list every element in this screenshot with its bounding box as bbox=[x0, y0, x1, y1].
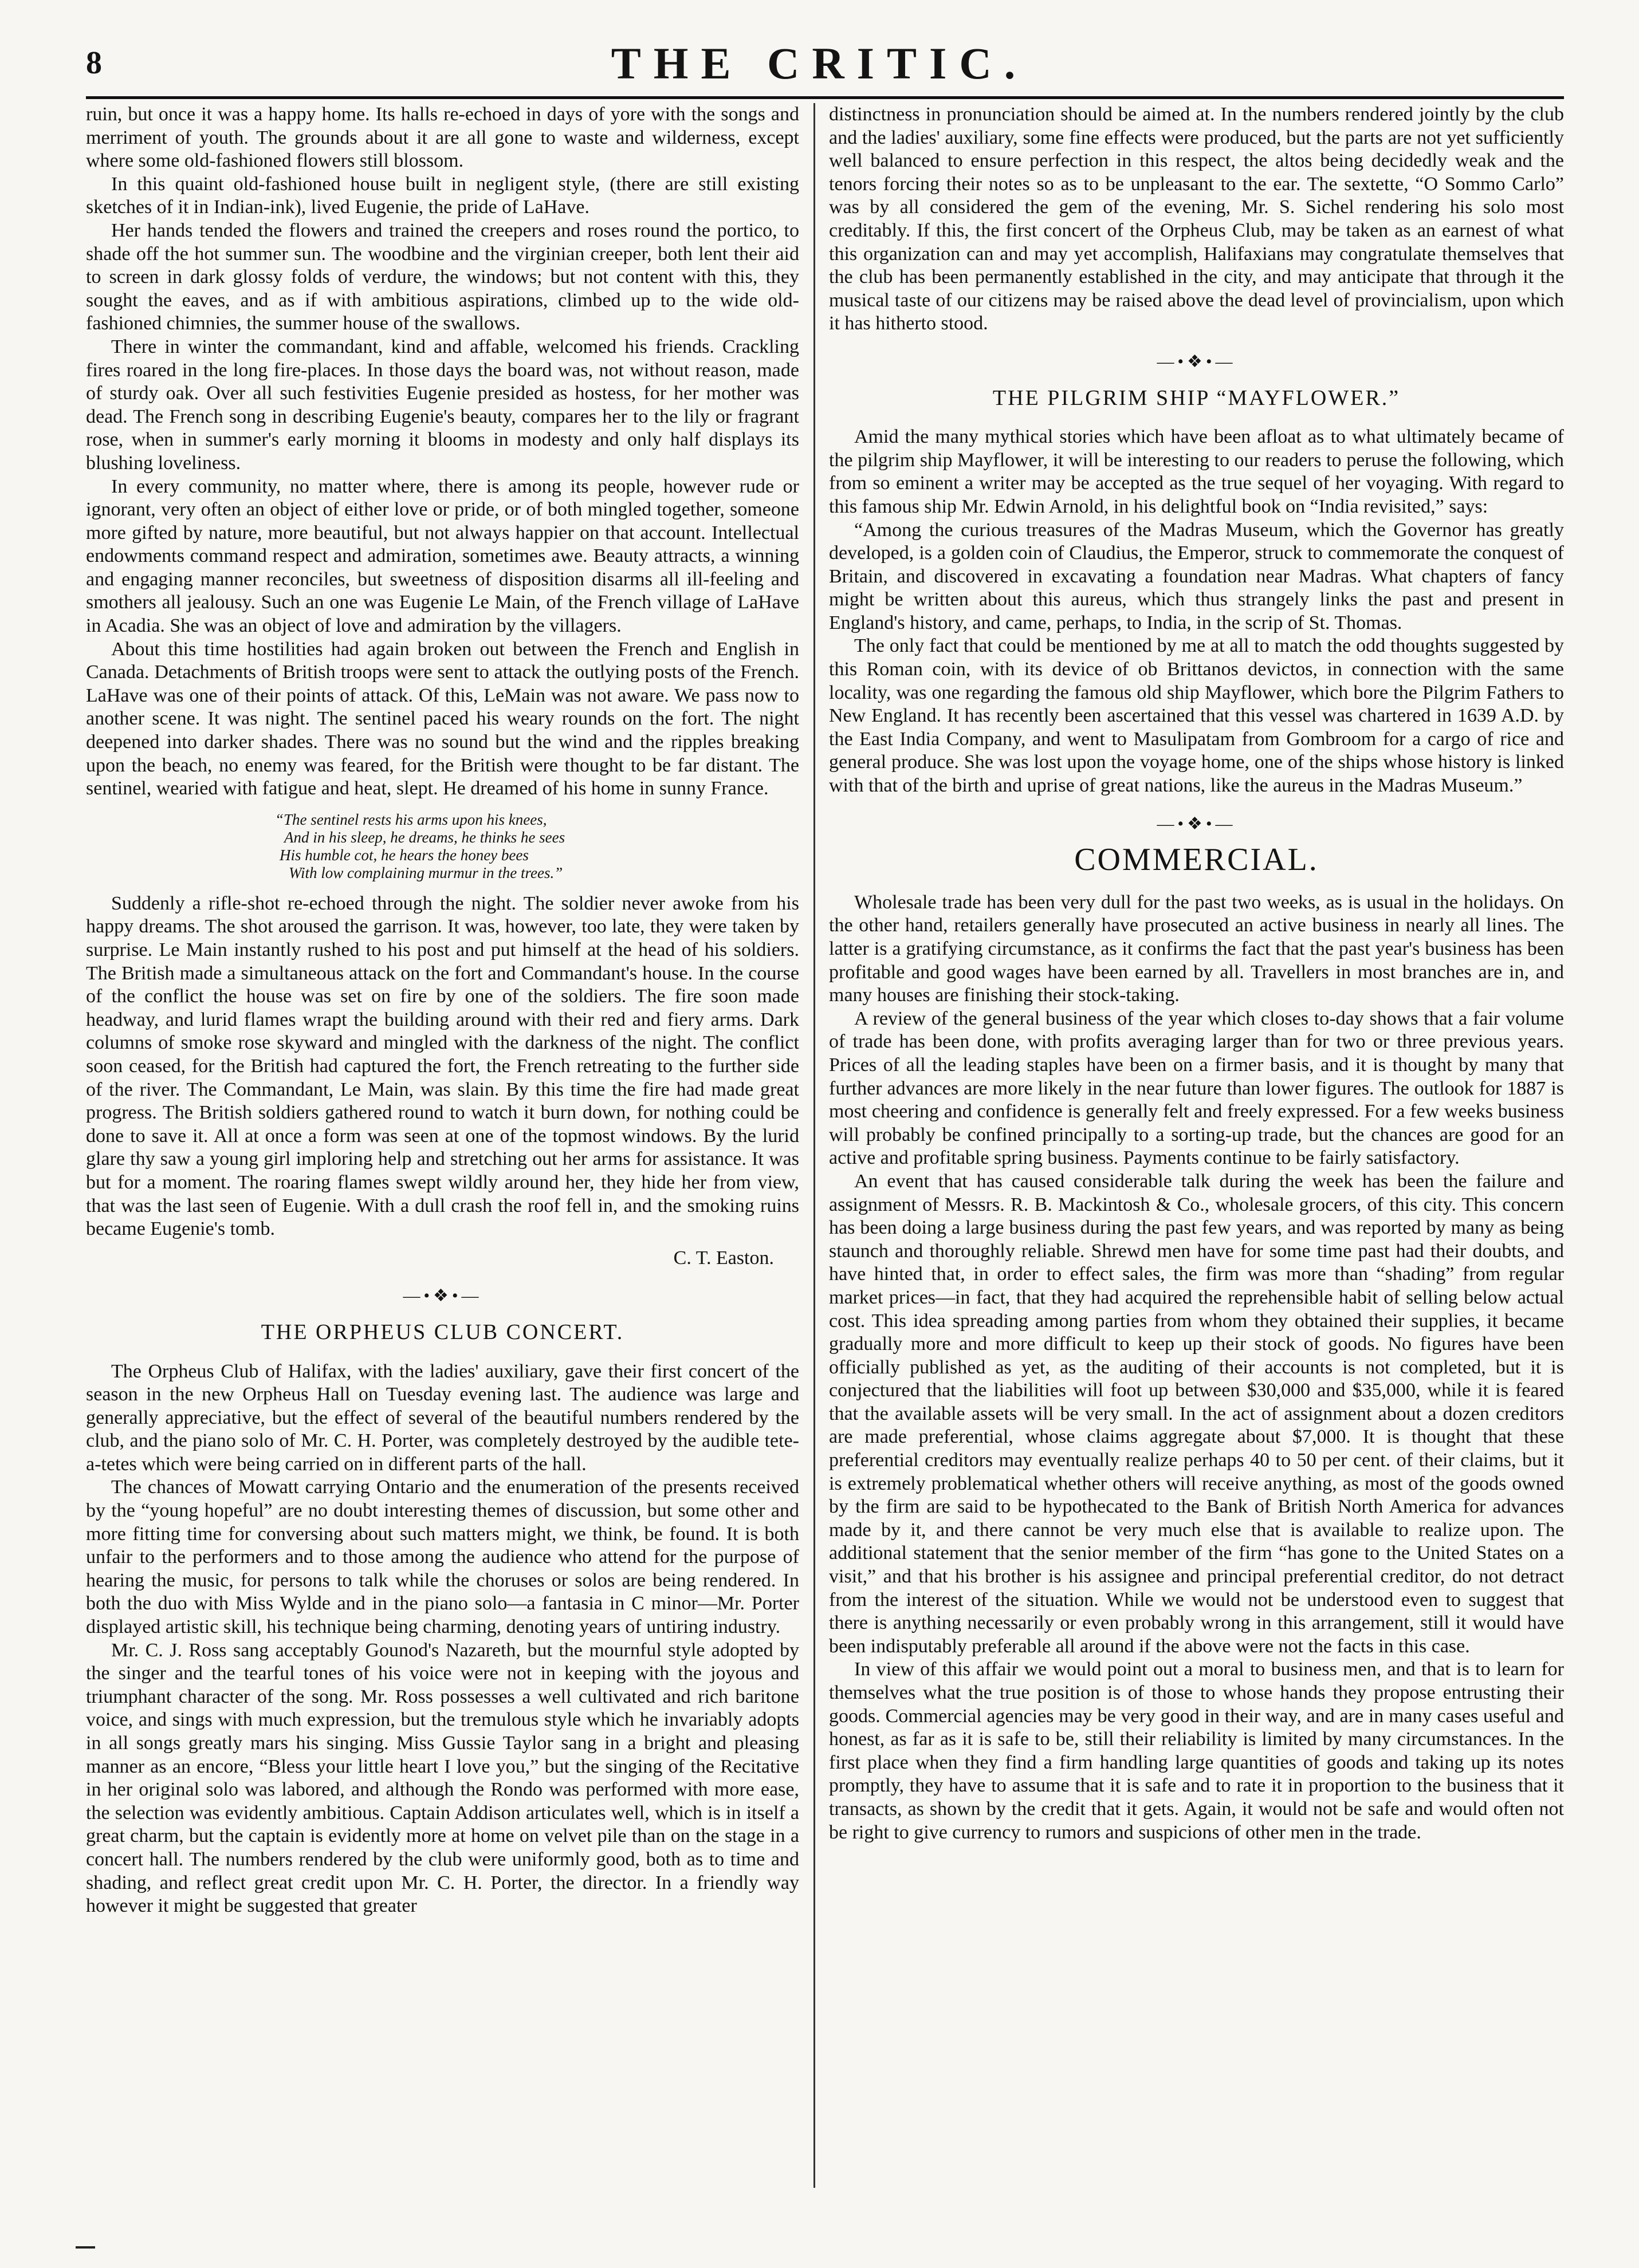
story-signature: C. T. Easton. bbox=[673, 1247, 774, 1269]
masthead-title: THE CRITIC. bbox=[611, 38, 1028, 88]
story-paragraph: ruin, but once it was a happy home. Its halls re-echoed in days of yore with the songs and merriment of youth. The grounds about it are all gone to waste and wilderness, except where some old-fashioned flowers still blossom. bbox=[86, 104, 799, 172]
left-column bbox=[86, 103, 799, 2194]
story-paragraph: There in winter the commandant, kind and affable, welcomed his friends. Crackling fires roared in the long fire-places. In those days the board was, not without reason, made of sturdy oak. Over all such festivities Eugenie presided as hostess, for her mother was dead. The French song in describing Eugenie's beauty, compares her to the lily or fragrant rose, when in summer's early morning it blooms in modesty and only half displays its blushing loveliness. bbox=[86, 336, 799, 474]
poem-line: With low complaining murmur in the trees.” bbox=[289, 864, 563, 881]
commercial-paragraph: Wholesale trade has been very dull for the past two weeks, as is usual in the holidays. On the other hand, retailers generally have prosecuted an active business in nearly all lines. The latter is a gratifying circumstance, as it confirms the fact that the past year's business has been profitable and good wages have been earned by all. Travellers in most branches are in, and many houses are finishing their stock-taking. bbox=[829, 891, 1564, 1006]
column-divider bbox=[813, 103, 815, 2188]
commercial-paragraph: In view of this affair we would point out a moral to business men, and that is to learn for themselves what the true position is of those to whose hands they propose entrusting their goods. Commercial agencies may be very good in their way, and are in many cases useful and honest, as far as it is safe to be, still their reliability is limited by many circumstances. In the first place when they find a firm handling large quantities of goods and taking up its notes promptly, they have to assume that it is safe and to rate it in proportion to the business that it transacts, as shown by the credit that it gets. Again, it would not be safe and would often not be right to give currency to rumors and suspicions of other men in the trade. bbox=[829, 1659, 1564, 1843]
mayflower-paragraph: The only fact that could be mentioned by me at all to match the odd thoughts suggested by this Roman coin, with its device of ob Brittanos devictos, in connection with the same locality, was one regarding the famous old ship Mayflower, which bore the Pilgrim Fathers to New England. It has recently been ascertained that this vessel was chartered in 1639 A.D. by the East India Company, and went to Masulipatam from Gombroom for a cargo of rice and general produce. She was lost upon the voyage home, one of the ships whose history is linked with that of the birth and uprise of great nations, like the aureus in the Madras Museum.” bbox=[829, 635, 1564, 797]
orpheus-heading: THE ORPHEUS CLUB CONCERT. bbox=[261, 1320, 624, 1344]
commercial-paragraph: An event that has caused considerable talk during the week has been the failure and assignment of Messrs. R. B. Mackintosh & Co., wholesale grocers, of this city. This concern has been doing a large business during the past few years, and was reported by many as being staunch and thoroughly reliable. Shrewd men have for some time past had their doubts, and have hinted that, in order to effect sales, the firm was more than “shading” from regular market prices—in fact, that they had acquired the reprehensible habit of selling below actual cost. This idea spreading among parties from whom they obtained their supplies, it became gradually more and more difficult to keep up their stock of goods. No figures have been officially published as yet, as the auditing of their accounts is not completed, but it is conjectured that the liabilities will foot up between $30,000 and $35,000, while it is feared that the available assets will be very small. In the act of assignment about a dozen creditors are made preferential, whose claims aggregate about $7,000. It is thought that these preferential creditors may eventually realize perhaps 40 to 50 per cent. of their claims, but it is extremely problematical whether others will receive anything, as most of the goods owned by the firm are said to be hypothecated to the Bank of British North America for advances made by it, and there cannot be very much else that is available to realize upon. The additional statement that the senior member of the firm “has gone to the United States on a visit,” and that his brother is his assignee and principal preferential creditor, do not detract from the interest of the situation. While we would not be understood even to suggest that there is anything necessarily or even probably wrong in this arrangement, still it would have been indisputably preferable all around if the above were not the facts in this case. bbox=[829, 1170, 1564, 1657]
mayflower-paragraph: “Among the curious treasures of the Madras Museum, which the Governor has greatly developed, is a golden coin of Claudius, the Emperor, struck to commemorate the conquest of Britain, and discovered in excavating a foundation near Madras. What chapters of fancy might be written about this aureus, which thus strangely links the past and present in England's history, and came, perhaps, to India, in the scrip of St. Thomas. bbox=[829, 519, 1564, 633]
poem-line: And in his sleep, he dreams, he thinks he sees bbox=[284, 828, 565, 846]
orpheus-paragraph: Mr. C. J. Ross sang acceptably Gounod's Nazareth, but the mournful style adopted by the singer and the tearful tones of his voice were not in keeping with the joyous and triumphant character of the song. Mr. Ross possesses a well cultivated and rich baritone voice, and sings with much expression, but the tremulous style which he invariably adopts in all songs greatly mars his singing. Miss Gussie Taylor sang in a bright and pleasing manner as an encore, “Bless your little heart I love you,” but the singing of the Recitative in her original solo was labored, and although the Rondo was performed with more ease, the selection was evidently ambitious. Captain Addison articulates well, which is in itself a great charm, but the captain is evidently more at home on velvet pile than on the stage in a concert hall. The numbers rendered by the club were uniformly good, both as to time and shading, and reflect great credit upon Mr. C. H. Porter, the director. In a friendly way however it might be suggested that greater bbox=[86, 1639, 799, 1917]
page-number: 8 bbox=[86, 45, 102, 81]
section-ornament: —•❖•— bbox=[403, 1286, 482, 1306]
commercial-article bbox=[829, 842, 1564, 1844]
story-paragraph: Suddenly a rifle-shot re-echoed through the night. The soldier never awoke from his happy dreams. The shot aroused the garrison. It was, however, too late, they were taken by surprise. Le Main instantly rushed to his post and put himself at the head of his soldiers. The British made a simultaneous attack on the fort and Commandant's house. In the course of the conflict the house was set on fire by one of the soldiers. The fire soon made headway, and lurid flames wrapt the building around with their red and fiery arms. Dark columns of smoke rose skyward and mingled with the darkness of the night. The conflict soon ceased, for the British had captured the fort, the French retreating to the further side of the river. The Commandant, Le Main, was slain. By this time the fire had made great progress. The British soldiers gathered round to watch it burn down, for nothing could be done to save it. All at once a form was seen at one of the topmost windows. By the lurid glare thy saw a young girl imploring help and stretching out her arms for assistance. It was but for a moment. The roaring flames swept wildly around her, they hide her from view, that was the last seen of Eugenie. With a dull crash the roof fell in, and the smoking ruins became Eugenie's tomb. bbox=[86, 892, 799, 1240]
orpheus-paragraph: The chances of Mowatt carrying Ontario and the enumeration of the presents received by the “young hopeful” are no doubt interesting themes of discussion, but some other and more fitting time for conversing about such matters might, we think, be found. It is both unfair to the performers and to those among the audience who attend for the purpose of hearing the music, for persons to talk while the choruses or solos are being rendered. In both the duo with Miss Wylde and in the piano solo—a fantasia in C minor—Mr. Porter displayed artistic skill, his technique being charming, denoting years of untiring industry. bbox=[86, 1476, 799, 1638]
story-paragraph: Her hands tended the flowers and trained the creepers and roses round the portico, to shade off the hot summer sun. The woodbine and the virginian creeper, both lent their aid to screen in dark glossy folds of verdure, the windows; but not content with this, they sought the eaves, and as if with ambitious aspirations, climbed up to the wide old-fashioned chimnies, the summer house of the swallows. bbox=[86, 219, 799, 334]
orpheus-article bbox=[86, 1321, 799, 1918]
poem-quote bbox=[275, 811, 799, 882]
right-column bbox=[829, 103, 1564, 2194]
orpheus-paragraph: The Orpheus Club of Halifax, with the ladies' auxiliary, gave their first concert of the season in the new Orpheus Hall on Tuesday evening last. The audience was large and generally appreciative, but the effect of several of the beautiful numbers rendered by the club, and the piano solo of Mr. C. H. Porter, was completely destroyed by the audible tete-a-tetes which were being carried on in different parts of the hall. bbox=[86, 1360, 799, 1475]
poem-line: His humble cot, he hears the honey bees bbox=[280, 846, 529, 864]
mayflower-article bbox=[829, 387, 1564, 798]
story-paragraph: In this quaint old-fashioned house built in negligent style, (there are still existing sketches of it in Indian-ink), lived Eugenie, the pride of LaHave. bbox=[86, 173, 799, 218]
story-article bbox=[86, 103, 799, 1270]
commercial-paragraph: A review of the general business of the year which closes to-day shows that a fair volume of trade has been done, with profits averaging larger than for two or three previous years. Prices of all the leading staples have been on a firmer basis, and it is thought by many that further advances are more likely in the near future than lower figures. The outlook for 1887 is most cheering and confidence is generally felt and freely expressed. For a few weeks business will probably be confined principally to a sorting-up trade, but the chances are good for an active and profitable spring business. Payments continue to be fairly satisfactory. bbox=[829, 1007, 1564, 1169]
mayflower-paragraph: Amid the many mythical stories which have been afloat as to what ultimately became of the pilgrim ship Mayflower, it will be interesting to our readers to peruse the following, which from so eminent a writer may be accepted as the true sequel of her voyaging. With regard to this famous ship Mr. Edwin Arnold, in his delightful book on “India revisited,” says: bbox=[829, 426, 1564, 517]
section-ornament: —•❖•— bbox=[1157, 814, 1236, 833]
commercial-heading: COMMERCIAL. bbox=[1074, 842, 1319, 878]
header-rule bbox=[86, 96, 1564, 99]
page-corner-mark bbox=[76, 2246, 95, 2249]
orpheus-continued-paragraph: distinctness in pronunciation should be aimed at. In the numbers rendered jointly by the club and the ladies' auxiliary, some fine effects were produced, but the parts are not yet sufficiently well balanced to ensure perfection in this respect, the altos being decidedly weak and the tenors forcing their notes so as to be unpleasant to the ear. The sextette, “O Sommo Carlo” was by all considered the gem of the evening, Mr. S. Sichel rendering his solo most creditably. If this, the first concert of the Orpheus Club, may be taken as an earnest of what this organization can and may yet accomplish, Halifaxians may congratulate themselves that the club has been permanently established in the city, and may anticipate that through it the musical taste of our citizens may be raised above the dead level of provincialism, upon which it has hitherto stood. bbox=[829, 104, 1564, 334]
story-paragraph: In every community, no matter where, there is among its people, however rude or ignorant, very often an object of either love or pride, or of both mingled together, someone more gifted by nature, more beautiful, but not always happier on that account. Intellectual endowments command respect and admiration, sometimes awe. Beauty attracts, a winning and engaging manner reconciles, but sweetness of disposition disarms all ill-feeling and smothers all jealousy. Such an one was Eugenie Le Main, of the French village of LaHave in Acadia. She was an object of love and admiration by the villagers. bbox=[86, 475, 799, 637]
mayflower-heading: THE PILGRIM SHIP “MAYFLOWER.” bbox=[992, 385, 1401, 410]
section-ornament: —•❖•— bbox=[1157, 352, 1236, 371]
story-paragraph: About this time hostilities had again broken out between the French and English in Canada. Detachments of British troops were sent to attack the outlying posts of the French. LaHave was one of their points of attack. Of this, LeMain was not aware. We pass now to another scene. It was night. The sentinel paced his weary rounds on the fort. The night deepened into darker shades. There was no sound but the wind and the ripples breaking upon the beach, no enemy was feared, for the British were thought to be far distant. The sentinel, wearied with fatigue and heat, slept. He dreamed of his home in sunny France. bbox=[86, 638, 799, 800]
poem-line: “The sentinel rests his arms upon his knees, bbox=[275, 810, 547, 828]
